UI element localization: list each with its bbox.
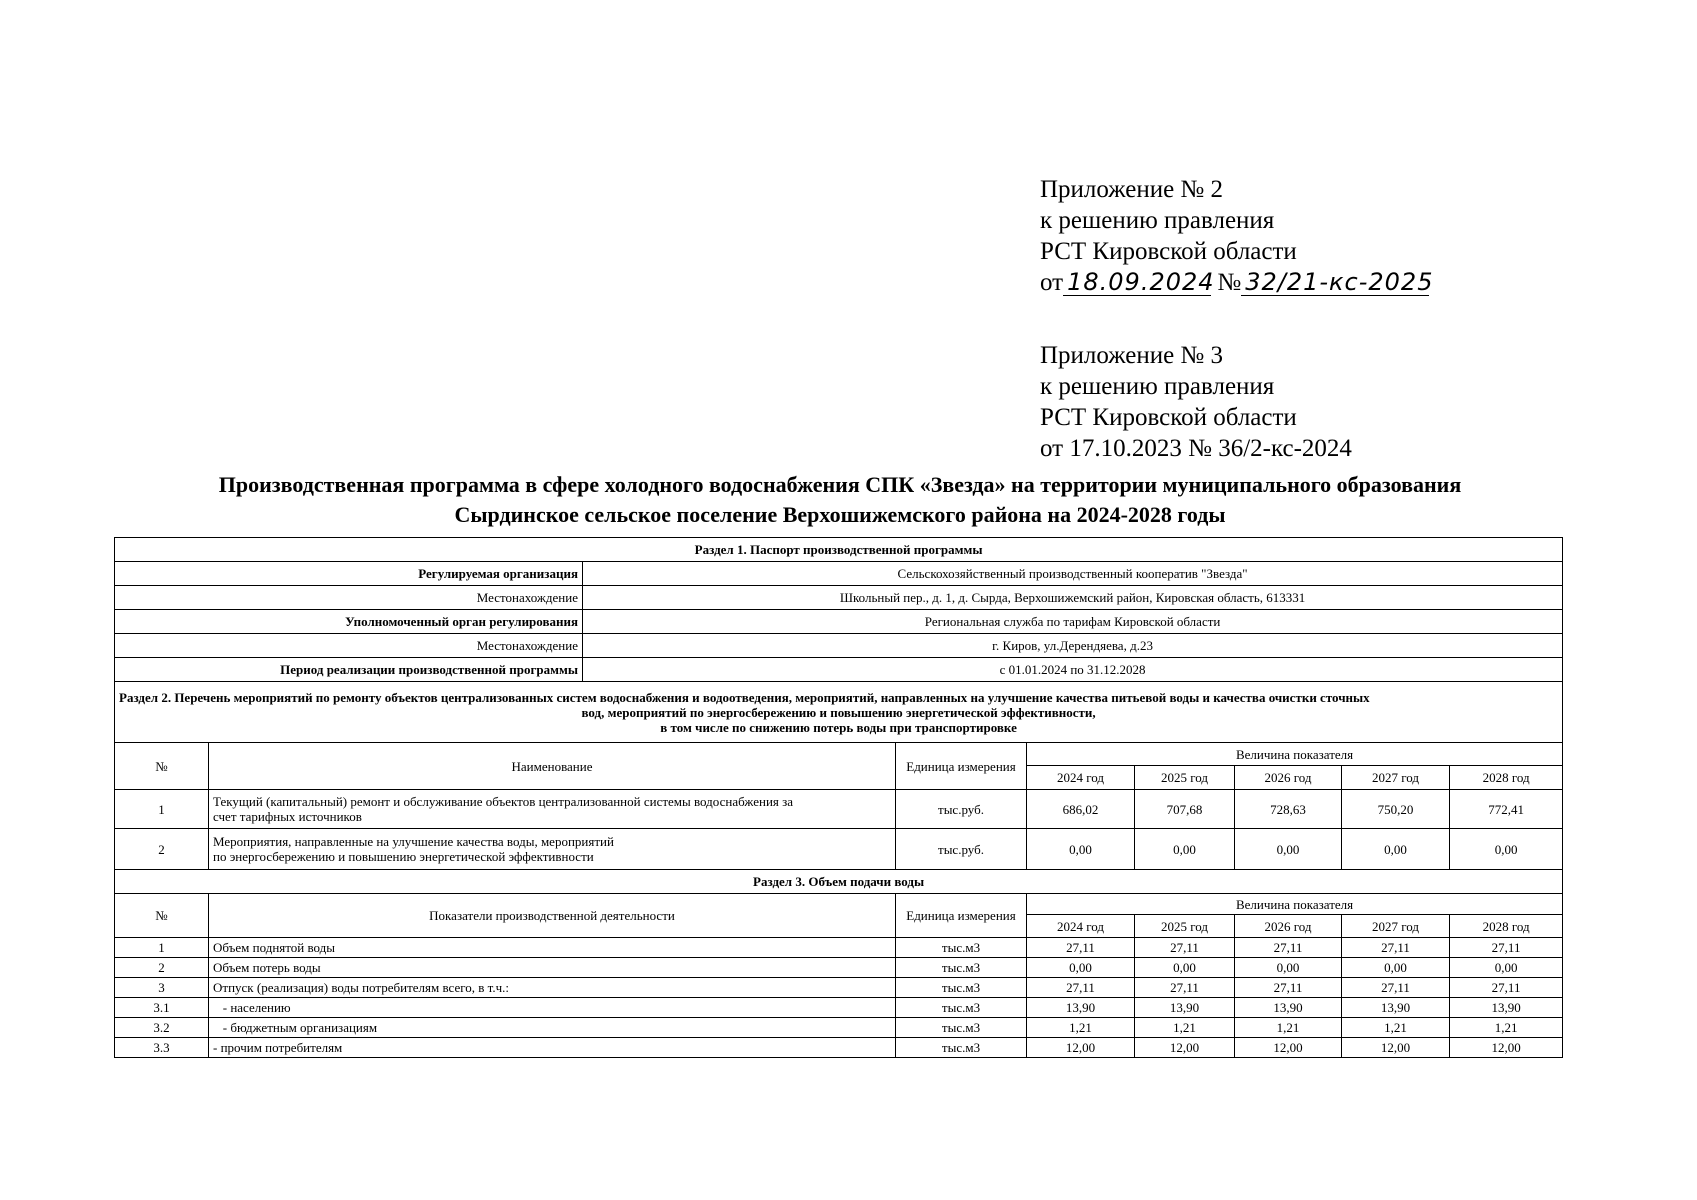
row-no: 3.2	[115, 1018, 209, 1038]
row-name: - бюджетным организациям	[209, 1018, 896, 1038]
col-header-name: Показатели производственной деятельности	[209, 894, 896, 938]
row-value: 1,21	[1450, 1018, 1563, 1038]
row-value: 13,90	[1027, 998, 1135, 1018]
row-value: 12,00	[1135, 1038, 1235, 1058]
passport-row	[115, 562, 1563, 586]
year-header: 2027 год	[1342, 766, 1450, 790]
section3-col-header-row	[115, 894, 1563, 915]
row-value: 0,00	[1027, 958, 1135, 978]
document-title	[110, 470, 1570, 530]
row-value: 0,00	[1135, 829, 1235, 870]
row-no: 1	[115, 790, 209, 829]
row-unit: тыс.м3	[896, 998, 1027, 1018]
row-value: 0,00	[1342, 829, 1450, 870]
section3-header: Раздел 3. Объем подачи воды	[115, 870, 1563, 894]
year-header: 2025 год	[1135, 766, 1235, 790]
row-name-line2: по энергосбережению и повышению энергетической эффективности	[213, 849, 594, 864]
passport-label: Местонахождение	[115, 634, 583, 658]
section2-header-line2: вод, мероприятий по энергосбережению и повышению энергетической эффективности,	[581, 704, 1096, 720]
appendix-2-line4	[1040, 267, 1434, 298]
table-row	[115, 998, 1563, 1018]
row-unit: тыс.м3	[896, 1038, 1027, 1058]
row-name-line1: Текущий (капитальный) ремонт и обслуживание объектов централизованной системы водоснабжения за	[213, 794, 794, 809]
row-no: 1	[115, 938, 209, 958]
row-value: 13,90	[1450, 998, 1563, 1018]
section2-header	[115, 682, 1563, 743]
year-header: 2025 год	[1135, 915, 1235, 938]
row-value: 750,20	[1342, 790, 1450, 829]
appendix-2-block	[1040, 174, 1434, 298]
table-row	[115, 978, 1563, 998]
row-value: 27,11	[1342, 938, 1450, 958]
document-title-line1: Производственная программа в сфере холодного водоснабжения СПК «Звезда» на территории муниципального образования	[218, 472, 1462, 497]
row-value: 0,00	[1450, 829, 1563, 870]
row-value: 12,00	[1342, 1038, 1450, 1058]
row-value: 0,00	[1342, 958, 1450, 978]
row-value: 0,00	[1135, 958, 1235, 978]
col-header-unit: Единица измерения	[896, 743, 1027, 790]
col-header-no: №	[115, 743, 209, 790]
row-value: 12,00	[1235, 1038, 1342, 1058]
appendix-2-line1: Приложение № 2	[1040, 176, 1224, 203]
appendix-3-line2: к решению правления	[1040, 373, 1275, 400]
table-row	[115, 958, 1563, 978]
section2-header-row	[115, 682, 1563, 743]
row-name: Отпуск (реализация) воды потребителям всего, в т.ч.:	[209, 978, 896, 998]
row-value: 1,21	[1027, 1018, 1135, 1038]
handwritten-date: 18.09.2024	[1063, 269, 1211, 296]
row-value: 27,11	[1027, 938, 1135, 958]
col-header-no: №	[115, 894, 209, 938]
year-header: 2026 год	[1235, 915, 1342, 938]
row-value: 27,11	[1235, 978, 1342, 998]
row-no: 3	[115, 978, 209, 998]
col-header-unit: Единица измерения	[896, 894, 1027, 938]
row-value: 772,41	[1450, 790, 1563, 829]
row-no: 3.1	[115, 998, 209, 1018]
row-name-line2: счет тарифных источников	[213, 809, 362, 824]
passport-value: г. Киров, ул.Дерендяева, д.23	[583, 634, 1563, 658]
table-row	[115, 1038, 1563, 1058]
row-name: Объем потерь воды	[209, 958, 896, 978]
appendix-3-block	[1040, 340, 1352, 464]
row-value: 13,90	[1342, 998, 1450, 1018]
production-program-table	[114, 537, 1563, 1058]
passport-value: Сельскохозяйственный производственный кооператив "Звезда"	[583, 562, 1563, 586]
section2-col-header-row	[115, 743, 1563, 766]
col-header-value: Величина показателя	[1027, 894, 1563, 915]
passport-label: Уполномоченный орган регулирования	[115, 610, 583, 634]
passport-value: Школьный пер., д. 1, д. Сырда, Верхошижемский район, Кировская область, 613331	[583, 586, 1563, 610]
row-unit: тыс.м3	[896, 978, 1027, 998]
table-row	[115, 790, 1563, 829]
passport-row	[115, 610, 1563, 634]
passport-label: Период реализации производственной программы	[115, 658, 583, 682]
row-name-line1: Мероприятия, направленные на улучшение качества воды, мероприятий	[213, 834, 614, 849]
passport-row	[115, 634, 1563, 658]
row-no: 3.3	[115, 1038, 209, 1058]
row-value: 27,11	[1235, 938, 1342, 958]
row-unit: тыс.руб.	[896, 790, 1027, 829]
year-header: 2028 год	[1450, 766, 1563, 790]
row-value: 27,11	[1342, 978, 1450, 998]
row-value: 0,00	[1235, 958, 1342, 978]
row-value: 0,00	[1450, 958, 1563, 978]
year-header: 2026 год	[1235, 766, 1342, 790]
row-value: 707,68	[1135, 790, 1235, 829]
row-name: Объем поднятой воды	[209, 938, 896, 958]
section2-header-line1: Раздел 2. Перечень мероприятий по ремонту объектов централизованных систем водоснабжения и водоотведения, мероприятий, направленных на улучшение качества питьевой воды и качества очистки сточных	[119, 689, 1370, 705]
row-value: 1,21	[1135, 1018, 1235, 1038]
year-header: 2024 год	[1027, 915, 1135, 938]
appendix-2-line3: РСТ Кировской области	[1040, 238, 1297, 265]
row-name: - населению	[209, 998, 896, 1018]
row-value: 1,21	[1235, 1018, 1342, 1038]
row-unit: тыс.руб.	[896, 829, 1027, 870]
section2-header-line3: в том числе по снижению потерь воды при транспортировке	[660, 719, 1017, 735]
col-header-name: Наименование	[209, 743, 896, 790]
section1-header: Раздел 1. Паспорт производственной программы	[115, 538, 1563, 562]
row-name	[209, 790, 896, 829]
row-value: 27,11	[1135, 978, 1235, 998]
row-value: 12,00	[1450, 1038, 1563, 1058]
section1-header-row	[115, 538, 1563, 562]
row-name	[209, 829, 896, 870]
row-value: 0,00	[1027, 829, 1135, 870]
passport-value: с 01.01.2024 по 31.12.2028	[583, 658, 1563, 682]
row-unit: тыс.м3	[896, 1018, 1027, 1038]
row-value: 27,11	[1135, 938, 1235, 958]
row-no: 2	[115, 829, 209, 870]
appendix-2-number-prefix: №	[1217, 269, 1242, 296]
document-title-line2: Сырдинское сельское поселение Верхошижемского района на 2024-2028 годы	[454, 502, 1226, 527]
row-value: 13,90	[1135, 998, 1235, 1018]
passport-label: Местонахождение	[115, 586, 583, 610]
handwritten-number: 32/21-кс-2025	[1241, 269, 1429, 296]
year-header: 2028 год	[1450, 915, 1563, 938]
year-header: 2027 год	[1342, 915, 1450, 938]
appendix-2-from-prefix: от	[1040, 269, 1064, 296]
row-value: 27,11	[1027, 978, 1135, 998]
passport-label: Регулируемая организация	[115, 562, 583, 586]
row-value: 1,21	[1342, 1018, 1450, 1038]
passport-value: Региональная служба по тарифам Кировской области	[583, 610, 1563, 634]
row-value: 12,00	[1027, 1038, 1135, 1058]
section3-header-row	[115, 870, 1563, 894]
table-row	[115, 829, 1563, 870]
year-header: 2024 год	[1027, 766, 1135, 790]
appendix-2-line2: к решению правления	[1040, 207, 1275, 234]
table-row	[115, 1018, 1563, 1038]
row-value: 13,90	[1235, 998, 1342, 1018]
table-row	[115, 938, 1563, 958]
appendix-3-line3: РСТ Кировской области	[1040, 404, 1297, 431]
row-unit: тыс.м3	[896, 938, 1027, 958]
row-no: 2	[115, 958, 209, 978]
row-value: 686,02	[1027, 790, 1135, 829]
passport-row	[115, 658, 1563, 682]
row-unit: тыс.м3	[896, 958, 1027, 978]
passport-row	[115, 586, 1563, 610]
row-value: 728,63	[1235, 790, 1342, 829]
appendix-3-line1: Приложение № 3	[1040, 342, 1224, 369]
row-name: - прочим потребителям	[209, 1038, 896, 1058]
col-header-value: Величина показателя	[1027, 743, 1563, 766]
row-value: 27,11	[1450, 938, 1563, 958]
row-value: 27,11	[1450, 978, 1563, 998]
row-value: 0,00	[1235, 829, 1342, 870]
appendix-3-line4: от 17.10.2023 № 36/2-кс-2024	[1040, 435, 1352, 462]
